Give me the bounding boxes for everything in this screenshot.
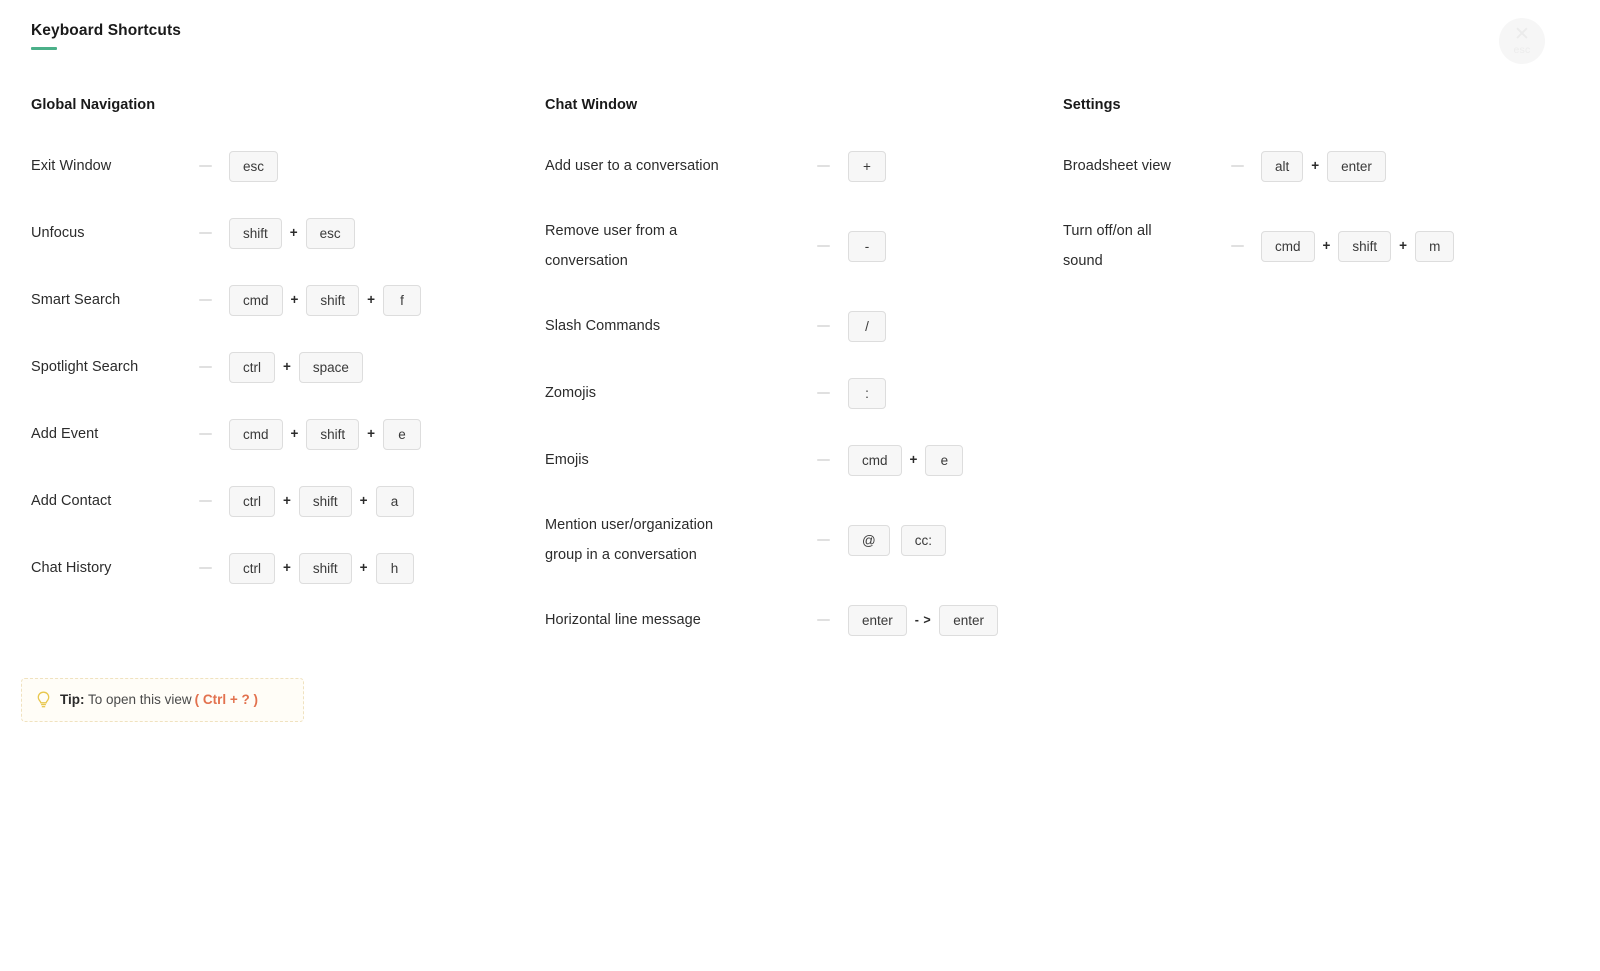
key-joiner-plus: +	[290, 292, 299, 308]
key-joiner-plus: +	[290, 426, 299, 442]
key-joiner-plus: +	[1322, 238, 1331, 254]
shortcut-label: Spotlight Search	[31, 358, 139, 375]
shortcut-separator	[199, 366, 212, 368]
shortcut-separator	[1231, 165, 1244, 167]
shortcut-separator	[199, 232, 212, 234]
shortcut-label: Add Event	[31, 425, 99, 442]
shortcut-row	[545, 309, 1045, 343]
shortcut-row-list	[1063, 149, 1563, 276]
shortcut-row	[31, 551, 531, 585]
key-joiner-arrow: - >	[914, 612, 932, 627]
shortcut-key-group	[229, 553, 414, 584]
shortcut-row	[31, 216, 531, 250]
shortcut-key-group	[848, 445, 963, 476]
shortcut-separator	[817, 165, 830, 167]
shortcut-label: Mention user/organization group in a conversation	[545, 517, 714, 563]
shortcut-label: Horizontal line message	[545, 611, 701, 628]
shortcut-key-group	[848, 151, 886, 182]
key-cap: shift	[299, 553, 352, 584]
key-cap: shift	[1338, 231, 1391, 262]
close-esc-button[interactable]	[1499, 18, 1545, 64]
shortcut-label: Turn off/on all sound	[1063, 223, 1152, 269]
tip-text	[60, 691, 258, 709]
key-joiner-plus: +	[909, 452, 918, 468]
shortcut-row	[1063, 216, 1563, 276]
shortcut-key-group	[1261, 151, 1386, 182]
column-title: Global Navigation	[31, 97, 156, 113]
shortcut-key-group	[229, 486, 414, 517]
shortcut-key-group	[848, 311, 886, 342]
key-joiner-plus: +	[367, 292, 376, 308]
key-cap: shift	[229, 218, 282, 249]
tip-shortcut-combo: ( Ctrl + ? )	[194, 692, 258, 707]
page-header	[31, 21, 181, 50]
shortcut-row	[31, 350, 531, 384]
shortcut-label: Remove user from a conversation	[545, 223, 678, 269]
key-cap: a	[376, 486, 414, 517]
shortcut-column-settings	[1063, 96, 1563, 309]
shortcut-separator	[199, 433, 212, 435]
key-cap: cc:	[901, 525, 946, 556]
tip-body: To open this view	[88, 692, 192, 707]
shortcut-label: Slash Commands	[545, 317, 661, 334]
key-joiner-plus: +	[283, 493, 291, 509]
key-cap: cmd	[229, 419, 283, 450]
tip-banner	[21, 678, 304, 722]
key-cap: /	[848, 311, 886, 342]
shortcut-separator	[1231, 245, 1244, 247]
key-cap: h	[376, 553, 414, 584]
shortcut-key-group	[229, 218, 355, 249]
shortcut-key-group	[848, 378, 886, 409]
shortcut-row	[545, 443, 1045, 477]
shortcut-key-group	[1261, 231, 1454, 262]
key-cap: f	[383, 285, 421, 316]
shortcut-row	[545, 216, 1045, 276]
shortcut-separator	[199, 567, 212, 569]
close-esc-label: esc	[1513, 44, 1531, 56]
shortcut-key-group	[848, 231, 886, 262]
shortcut-key-group	[229, 151, 278, 182]
key-cap: space	[299, 352, 363, 383]
shortcut-row-list	[31, 149, 531, 585]
shortcut-label: Smart Search	[31, 291, 121, 308]
shortcut-row	[545, 376, 1045, 410]
key-cap: :	[848, 378, 886, 409]
key-cap: enter	[939, 605, 998, 636]
key-cap: ctrl	[229, 553, 275, 584]
lightbulb-icon	[36, 691, 51, 709]
shortcut-separator	[817, 325, 830, 327]
key-cap: esc	[306, 218, 355, 249]
key-cap: ctrl	[229, 352, 275, 383]
key-joiner-plus: +	[283, 560, 291, 576]
shortcut-row	[31, 417, 531, 451]
shortcut-row	[545, 510, 1045, 570]
key-joiner-plus: +	[283, 359, 291, 375]
shortcut-label: Add Contact	[31, 492, 112, 509]
key-cap: -	[848, 231, 886, 262]
page-title: Keyboard Shortcuts	[31, 22, 181, 39]
key-joiner-plus: +	[1311, 158, 1320, 174]
shortcut-row	[545, 603, 1045, 637]
key-cap: cmd	[848, 445, 902, 476]
shortcut-separator	[817, 245, 830, 247]
key-joiner-plus: +	[359, 560, 368, 576]
shortcut-row-list	[545, 149, 1045, 637]
shortcut-separator	[199, 500, 212, 502]
key-cap: esc	[229, 151, 278, 182]
title-underline	[31, 47, 57, 50]
shortcut-row	[31, 484, 531, 518]
key-cap: @	[848, 525, 890, 556]
shortcut-label: Zomojis	[545, 384, 597, 401]
key-joiner-plus: +	[367, 426, 376, 442]
key-cap: shift	[299, 486, 352, 517]
shortcut-separator	[199, 299, 212, 301]
key-cap: cmd	[229, 285, 283, 316]
shortcut-column-global-navigation	[31, 96, 531, 618]
key-cap: shift	[306, 419, 359, 450]
column-title: Chat Window	[545, 97, 638, 113]
key-cap: m	[1415, 231, 1454, 262]
column-title: Settings	[1063, 97, 1121, 113]
shortcut-label: Chat History	[31, 559, 112, 576]
key-joiner-plus: +	[289, 225, 298, 241]
shortcut-key-group	[229, 419, 421, 450]
shortcut-key-group	[848, 605, 998, 636]
key-cap: shift	[306, 285, 359, 316]
key-cap: e	[383, 419, 421, 450]
key-cap: alt	[1261, 151, 1303, 182]
shortcut-label: Broadsheet view	[1063, 157, 1171, 174]
key-cap: ctrl	[229, 486, 275, 517]
shortcut-separator	[817, 619, 830, 621]
shortcut-separator	[817, 459, 830, 461]
key-joiner-plus: +	[1399, 238, 1408, 254]
shortcut-label: Exit Window	[31, 157, 112, 174]
close-icon: ✕	[1514, 24, 1530, 45]
shortcut-key-group	[229, 352, 363, 383]
shortcut-row	[31, 149, 531, 183]
shortcut-key-group	[848, 525, 946, 556]
key-joiner-plus: +	[359, 493, 368, 509]
key-cap: +	[848, 151, 886, 182]
key-cap: e	[925, 445, 963, 476]
shortcut-row	[545, 149, 1045, 183]
shortcut-row	[31, 283, 531, 317]
tip-label: Tip:	[60, 692, 85, 707]
key-cap: cmd	[1261, 231, 1315, 262]
shortcut-label: Add user to a conversation	[545, 157, 719, 174]
shortcut-key-group	[229, 285, 421, 316]
shortcut-separator	[817, 539, 830, 541]
shortcut-separator	[199, 165, 212, 167]
shortcut-column-chat-window	[545, 96, 1045, 670]
key-cap: enter	[1327, 151, 1386, 182]
shortcut-label: Unfocus	[31, 224, 85, 241]
shortcut-separator	[817, 392, 830, 394]
shortcut-label: Emojis	[545, 451, 589, 468]
shortcut-row	[1063, 149, 1563, 183]
key-cap: enter	[848, 605, 907, 636]
